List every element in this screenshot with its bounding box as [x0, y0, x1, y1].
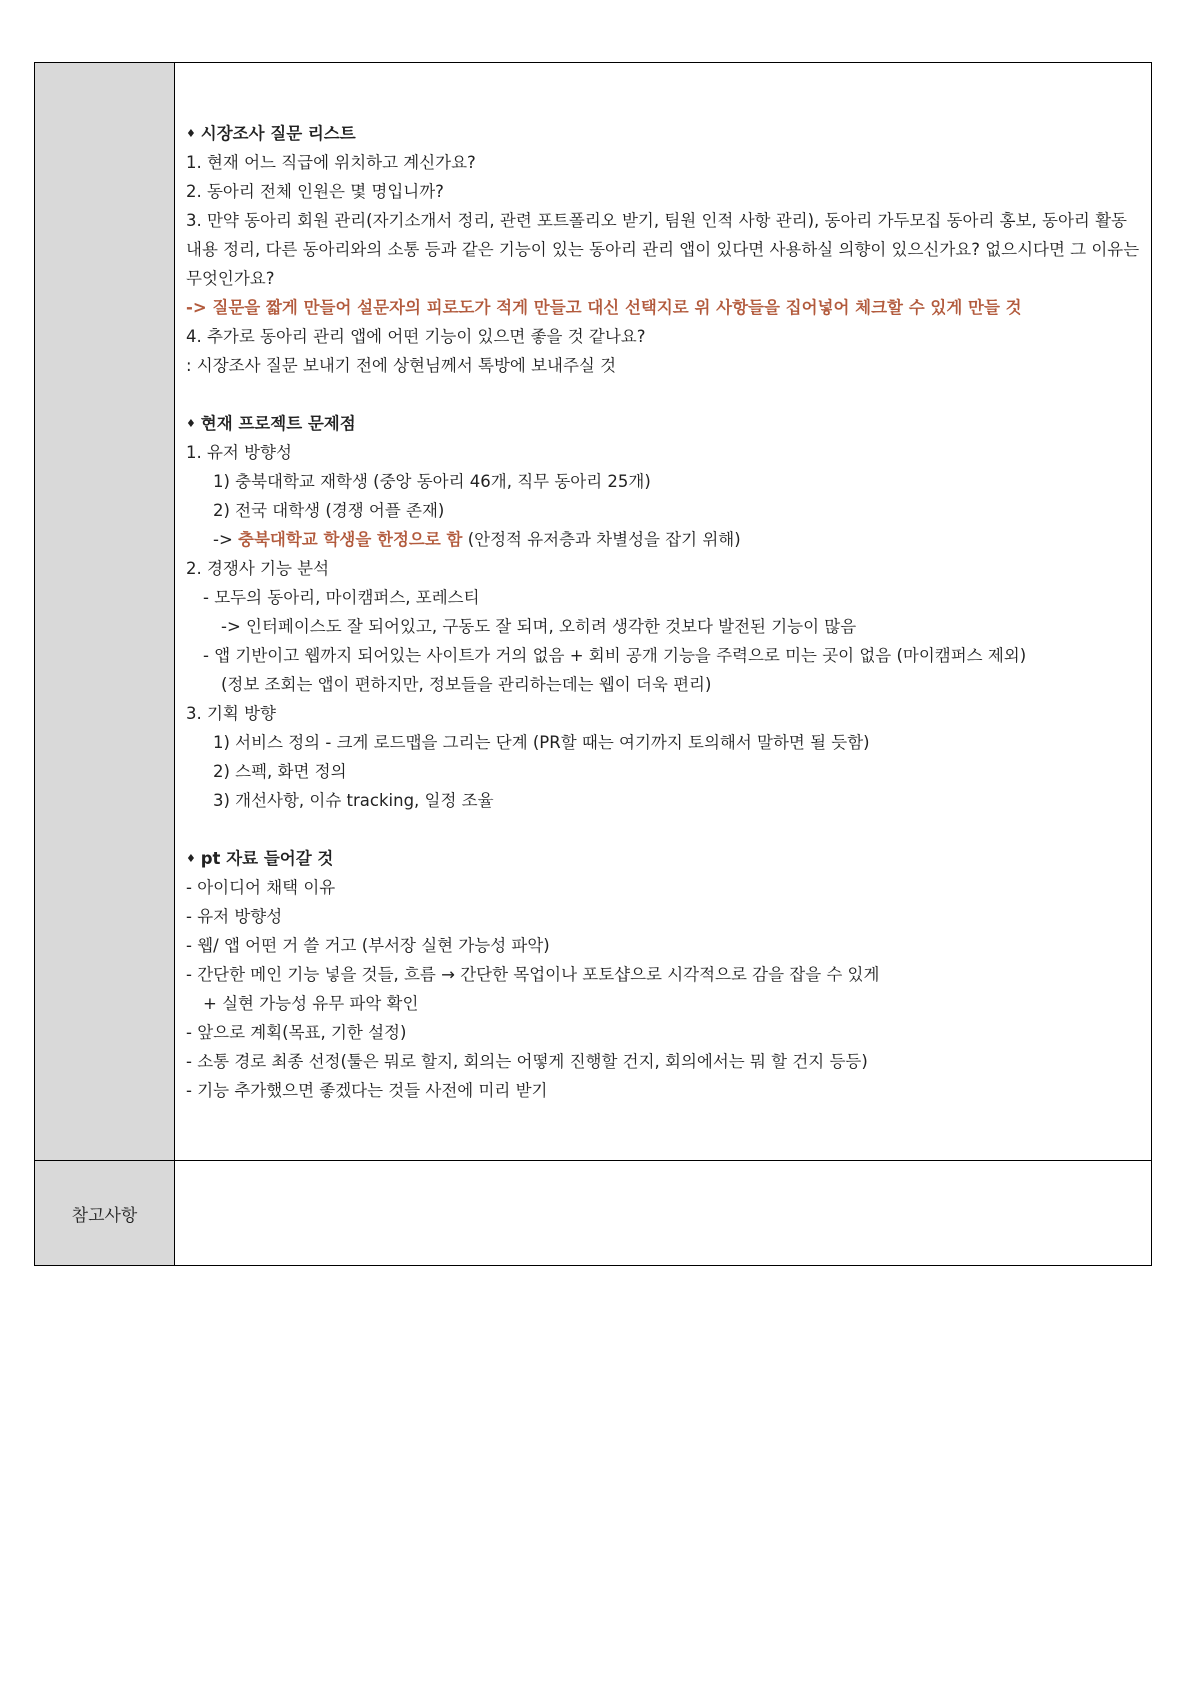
- user-direction-conclusion: -> 충북대학교 학생을 한정으로 함 (안정적 유저층과 차별성을 잡기 위해): [213, 530, 741, 549]
- pt-item-sub: + 실현 가능성 유무 파악 확인: [203, 994, 419, 1013]
- user-direction-item-1: 1) 충북대학교 재학생 (중앙 동아리 46개, 직무 동아리 25개): [213, 472, 651, 491]
- reference-label: 참고사항: [35, 1161, 175, 1265]
- market-memo: : 시장조사 질문 보내기 전에 상현님께서 톡방에 보내주실 것: [186, 356, 617, 375]
- diamond-bullet-icon: ♦: [186, 852, 196, 865]
- competitor-item-1: - 모두의 동아리, 마이캠퍼스, 포레스티: [203, 588, 480, 607]
- planning-item-1: 1) 서비스 정의 - 크게 로드맵을 그리는 단계 (PR할 때는 여기까지 토의해서 말하면 될 듯함): [213, 733, 870, 752]
- reference-row: [35, 1160, 1151, 1265]
- main-content-cell: [175, 63, 1151, 1160]
- reference-content-cell: [175, 1161, 1151, 1265]
- spacer: [186, 380, 1141, 409]
- competitor-item-1-note: -> 인터페이스도 잘 되어있고, 구동도 잘 되며, 오히려 생각한 것보다 발전된 기능이 많음: [221, 617, 857, 636]
- main-label-cell: [35, 63, 175, 1160]
- pt-item: - 간단한 메인 기능 넣을 것들, 흐름 → 간단한 목업이나 포토샵으로 시각적으로 감을 잡을 수 있게: [186, 965, 880, 984]
- competitor-item-2: - 앱 기반이고 웹까지 되어있는 사이트가 거의 없음 + 회비 공개 기능을 주력으로 미는 곳이 없음 (마이캠퍼스 제외): [203, 646, 1027, 665]
- section-heading-market-research: ♦ 시장조사 질문 리스트: [186, 119, 1141, 148]
- pt-item: - 앞으로 계획(목표, 기한 설정): [186, 1023, 407, 1042]
- meeting-notes-table: [34, 62, 1152, 1266]
- competitor-analysis-title: 2. 경쟁사 기능 분석: [186, 559, 330, 578]
- user-direction-item-2: 2) 전국 대학생 (경쟁 어플 존재): [213, 501, 445, 520]
- planning-direction-title: 3. 기획 방향: [186, 704, 276, 723]
- section-heading-project-problems: ♦ 현재 프로젝트 문제점: [186, 409, 1141, 438]
- competitor-item-2-note: (정보 조회는 앱이 편하지만, 정보들을 관리하는데는 웹이 더욱 편리): [221, 675, 712, 694]
- question-note: -> 질문을 짧게 만들어 설문자의 피로도가 적게 만들고 대신 선택지로 위 사항들을 집어넣어 체크할 수 있게 만들 것: [186, 298, 1022, 317]
- diamond-bullet-icon: ♦: [186, 127, 196, 140]
- pt-item: - 기능 추가했으면 좋겠다는 것들 사전에 미리 받기: [186, 1081, 548, 1100]
- spacer: [186, 815, 1141, 844]
- user-direction-highlight: 충북대학교 학생을 한정으로 함: [238, 530, 463, 549]
- question-1: 1. 현재 어느 직급에 위치하고 계신가요?: [186, 153, 476, 172]
- planning-item-3: 3) 개선사항, 이슈 tracking, 일정 조율: [213, 791, 494, 810]
- question-2: 2. 동아리 전체 인원은 몇 명입니까?: [186, 182, 444, 201]
- diamond-bullet-icon: ♦: [186, 417, 196, 430]
- pt-item: - 소통 경로 최종 선정(툴은 뭐로 할지, 회의는 어떻게 진행할 건지, 회의에서는 뭐 할 건지 등등): [186, 1052, 868, 1071]
- user-direction-title: 1. 유저 방향성: [186, 443, 292, 462]
- pt-item: - 웹/ 앱 어떤 거 쓸 거고 (부서장 실현 가능성 파악): [186, 936, 550, 955]
- planning-item-2: 2) 스펙, 화면 정의: [213, 762, 347, 781]
- main-content-row: [35, 63, 1151, 1160]
- question-3: 3. 만약 동아리 회원 관리(자기소개서 정리, 관련 포트폴리오 받기, 팀원 인적 사항 관리), 동아리 가두모집 동아리 홍보, 동아리 활동 내용 정리, 다른 동아리와의 소통 등과 같은 기능이 있는 동아리 관리 앱이 있다면 사용하실 의향이 있으신가요? 없으시다면 그 이유는 무엇인가요?: [186, 211, 1140, 288]
- pt-item: - 유저 방향성: [186, 907, 283, 926]
- pt-item: - 아이디어 채택 이유: [186, 878, 336, 897]
- question-4: 4. 추가로 동아리 관리 앱에 어떤 기능이 있으면 좋을 것 같나요?: [186, 327, 646, 346]
- section-heading-pt-materials: ♦ pt 자료 들어갈 것: [186, 844, 1141, 873]
